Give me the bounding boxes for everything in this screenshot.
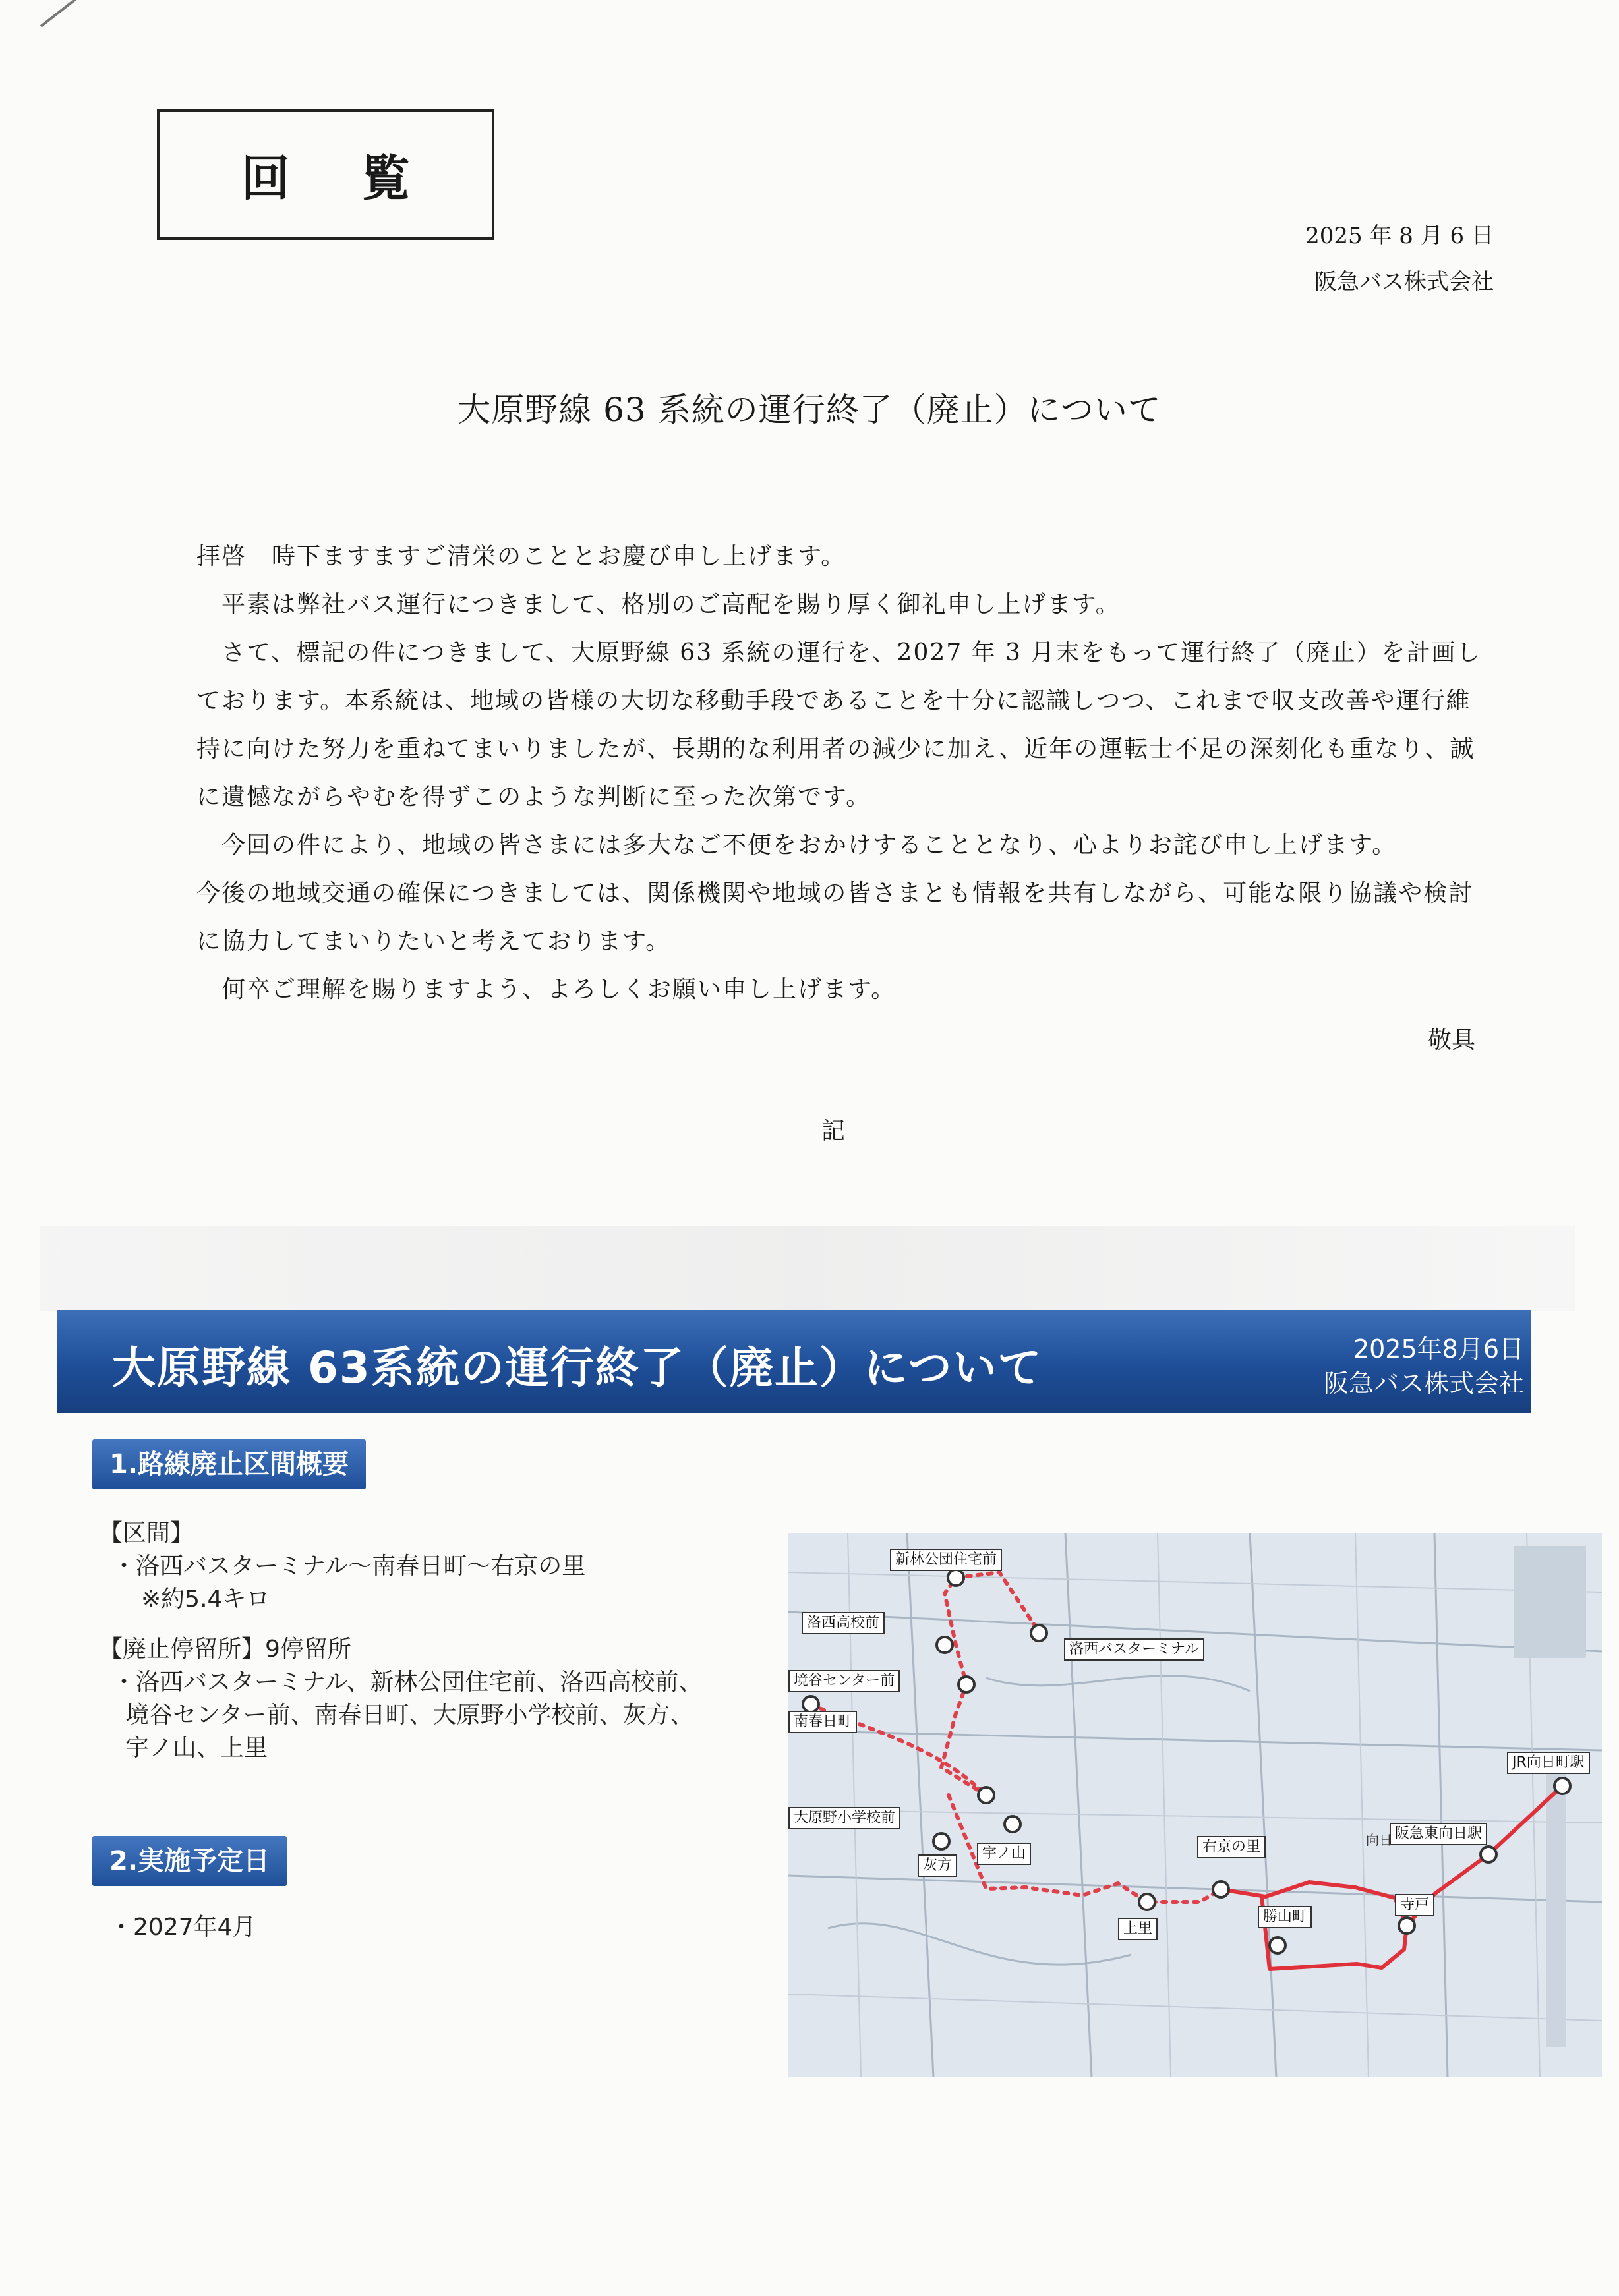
stop-label-sakaidani: 境谷センター前: [788, 1670, 900, 1692]
notice-banner: [57, 1310, 1531, 1413]
letter-body: [196, 532, 1495, 1014]
kukan-label: 【区間】: [99, 1520, 194, 1547]
banner-title: 大原野線 63系統の運行終了（廃止）について: [112, 1342, 1043, 1393]
route-map: [788, 1533, 1602, 2077]
stop-label-terado: 寺戸: [1395, 1894, 1434, 1916]
section2-heading: 2.実施予定日: [92, 1836, 287, 1886]
stop-label-jr-muko: JR向日町駅: [1507, 1752, 1590, 1774]
stop-label-shinbayashi: 新林公団住宅前: [890, 1549, 1002, 1571]
stop-label-rakusai-bt: 洛西バスターミナル: [1064, 1638, 1204, 1661]
body-paragraph: さて、標記の件につきまして、大原野線 63 系統の運行を、2027 年 3 月末をもって運行終了（廃止）を計画しております。本系統は、地域の皆様の大切な移動手段であることを十分に認識しつつ、これまで収支改善や運行維持に向けた努力を重ねてまいりましたが、長期的な利用者の減少に加え、近年の運転士不足の深刻化も重なり、誠に遺憾ながらやむを得ずこのような判断に至った次第です。: [196, 639, 1482, 811]
stop-label-kamizato: 上里: [1118, 1918, 1158, 1940]
banner-date: 2025年8月6日: [1353, 1335, 1524, 1363]
stop-label-ukyo-no-sato: 右京の里: [1197, 1836, 1266, 1858]
stops-line: ・洛西バスターミナル、新林公団住宅前、洛西高校前、: [112, 1669, 703, 1696]
stop-label-haikata: 灰方: [918, 1854, 957, 1877]
body-paragraph: 今回の件により、地域の皆さまには多大なご不便をおかけすることとなり、心よりお詫び申し上げます。: [196, 832, 1398, 859]
route-map-svg: [788, 1533, 1602, 2077]
stops-line: 境谷センター前、南春日町、大原野小学校前、灰方、: [125, 1702, 694, 1729]
stops-line: 宇ノ山、上里: [125, 1735, 268, 1762]
stop-label-oharano-sho: 大原野小学校前: [788, 1807, 900, 1829]
circulation-stamp: 回覧: [157, 109, 494, 240]
body-paragraph: 今後の地域交通の確保につきましては、関係機関や地域の皆さまとも情報を共有しながら、可能な限り協議や検討に協力してまいりたいと考えております。: [196, 880, 1474, 955]
body-paragraph: 拝啓 時下ますますご清栄のこととお慶び申し上げます。: [196, 543, 846, 570]
section1-heading: 1.路線廃止区間概要: [92, 1439, 366, 1489]
stop-label-unoyama: 宇ノ山: [977, 1843, 1031, 1865]
document-title: 大原野線 63 系統の運行終了（廃止）について: [457, 391, 1162, 429]
bleed-through-band: [40, 1226, 1575, 1311]
map-rail-strip: [1546, 1770, 1566, 2047]
header-date: 2025 年 8 月 6 日: [1305, 223, 1494, 249]
place-label-muko: 向日: [1366, 1832, 1392, 1848]
kukan-value: ・洛西バスターミナル～南春日町～右京の里: [112, 1553, 586, 1580]
corner-pen-mark: [40, 0, 99, 28]
map-urban-block: [1514, 1546, 1586, 1658]
section1-content: [99, 1517, 702, 1765]
body-paragraph: 平素は弊社バス運行につきまして、格別のご高配を賜り厚く御礼申し上げます。: [196, 591, 1121, 618]
kukan-note: ※約5.4キロ: [141, 1586, 270, 1613]
closing-keigu: 敬具: [1427, 1027, 1475, 1054]
body-paragraph: 何卒ご理解を賜りますよう、よろしくお願い申し上げます。: [196, 976, 897, 1003]
stops-label: 【廃止停留所】9停留所: [99, 1636, 351, 1663]
ki-marker: 記: [821, 1118, 846, 1145]
banner-company: 阪急バス株式会社: [1323, 1369, 1524, 1398]
header-company: 阪急バス株式会社: [1314, 269, 1494, 295]
stop-label-katsuyama: 勝山町: [1258, 1906, 1312, 1928]
implementation-date: ・2027年4月: [109, 1914, 256, 1941]
stop-label-minami-kasuga: 南春日町: [788, 1711, 857, 1733]
stop-label-rakusai-koko: 洛西高校前: [802, 1612, 885, 1634]
stop-label-hankyu-muko: 阪急東向日駅: [1390, 1823, 1487, 1845]
